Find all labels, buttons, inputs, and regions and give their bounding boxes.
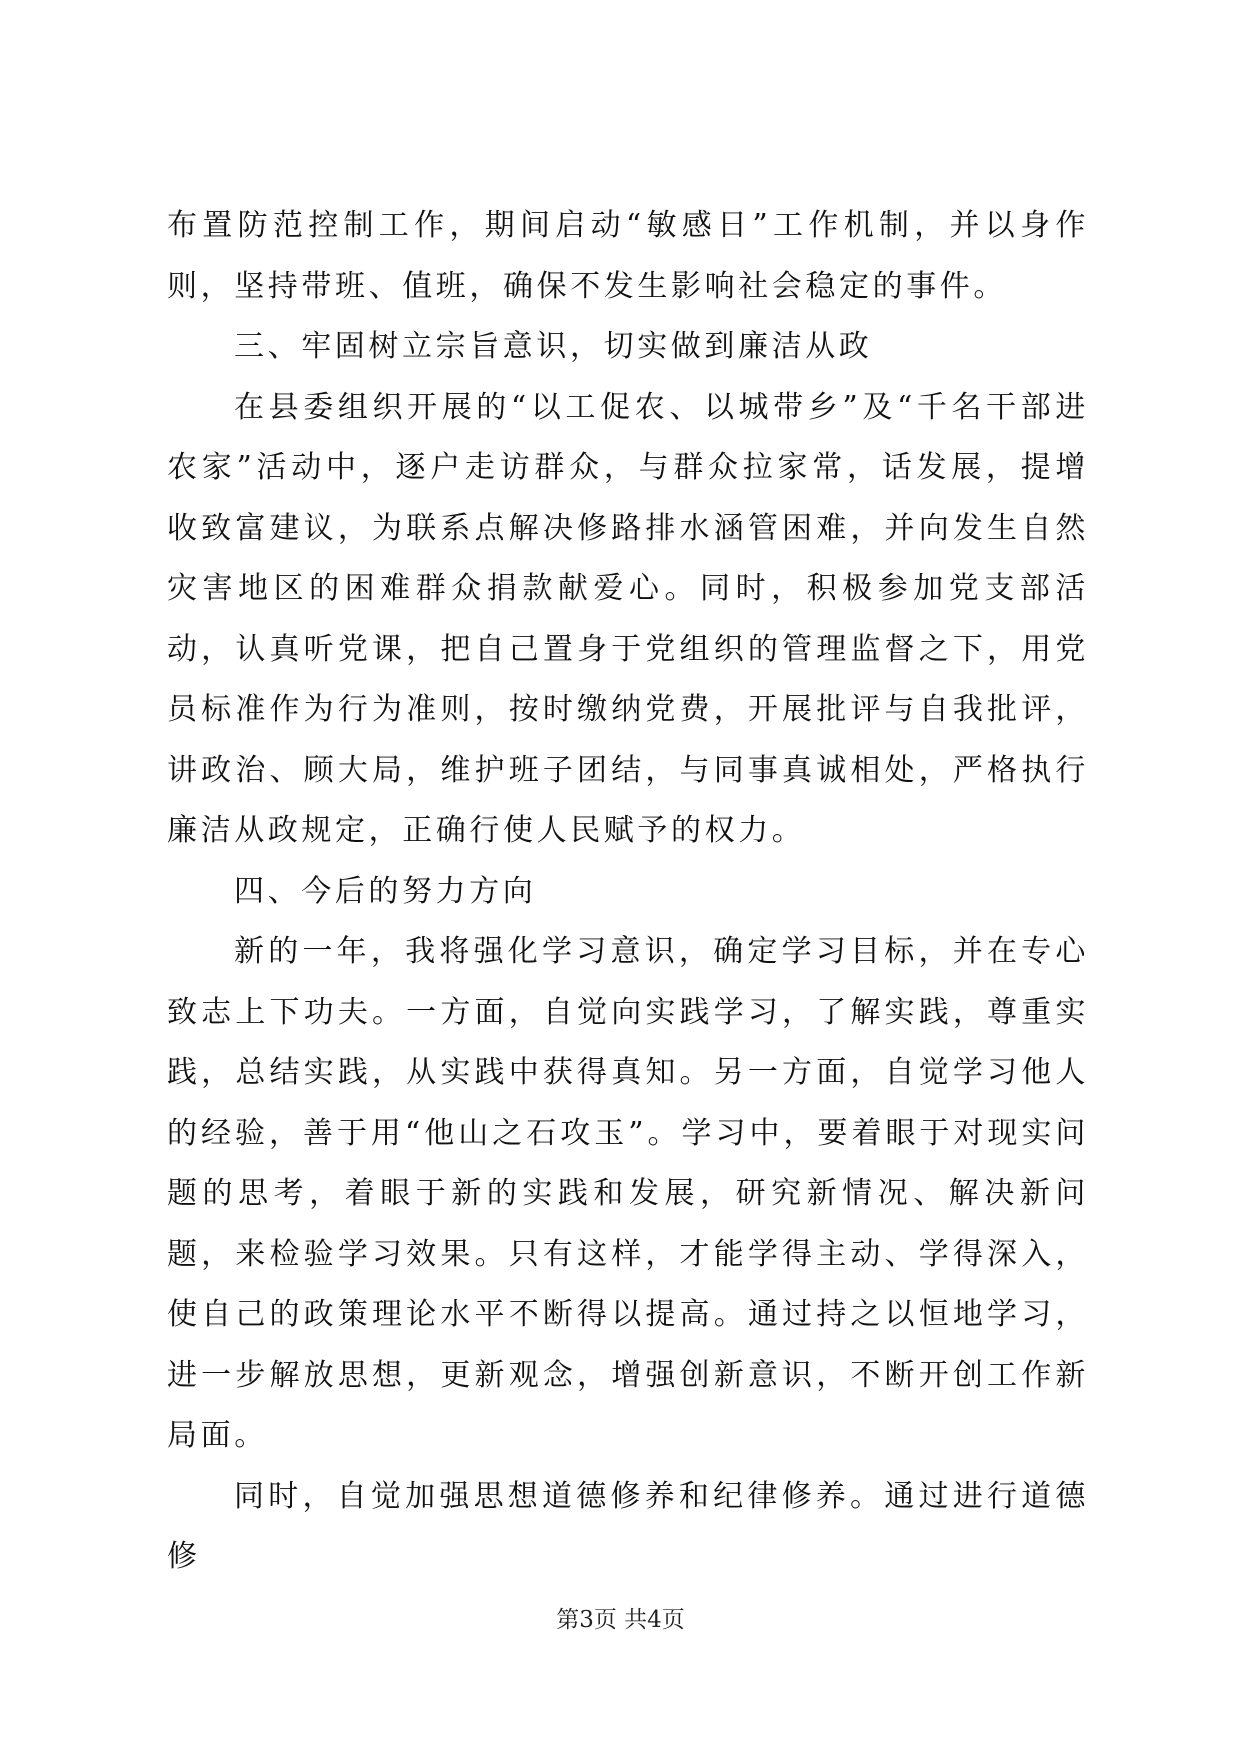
paragraph-moral-cultivation: 同时，自觉加强思想道德修养和纪律修养。通过进行道德修 xyxy=(167,1478,1089,1574)
section-heading-four: 四、今后的努力方向 xyxy=(234,873,537,909)
document-body xyxy=(167,196,1089,1588)
page-number-footer: 第3页 共4页 xyxy=(556,1607,685,1633)
paragraph-continuation: 布置防范控制工作，期间启动“敏感日”工作机制，并以身作则，坚持带班、值班，确保不发生影响社会稳定的事件。 xyxy=(167,208,1089,304)
section-heading-three: 三、牢固树立宗旨意识，切实做到廉洁从政 xyxy=(234,329,873,364)
paragraph-integrity: 在县委组织开展的“以工促农、以城带乡”及“千名干部进农家”活动中，逐户走访群众，与群众拉家常，话发展，提增收致富建议，为联系点解决修路排水涵管困难，并向发生自然灾害地区的困难群众捐款献爱心。同时，积极参加党支部活动，认真听党课，把自己置身于党组织的管理监督之下，用党员标准作为行为准则，按时缴纳党费，开展批评与自我批评，讲政治、顾大局，维护班子团结，与同事真诚相处，严格执行廉洁从政规定，正确行使人民赋予的权力。 xyxy=(167,389,1089,848)
paragraph-future-direction: 新的一年，我将强化学习意识，确定学习目标，并在专心致志上下功夫。一方面，自觉向实践学习，了解实践，尊重实践，总结实践，从实践中获得真知。另一方面，自觉学习他人的经验，善于用“他山之石攻玉”。学习中，要着眼于对现实问题的思考，着眼于新的实践和发展，研究新情况、解决新问题，来检验学习效果。只有这样，才能学得主动、学得深入，使自己的政策理论水平不断得以提高。通过持之以恒地学习，进一步解放思想，更新观念，增强创新意识，不断开创工作新局面。 xyxy=(167,934,1089,1453)
